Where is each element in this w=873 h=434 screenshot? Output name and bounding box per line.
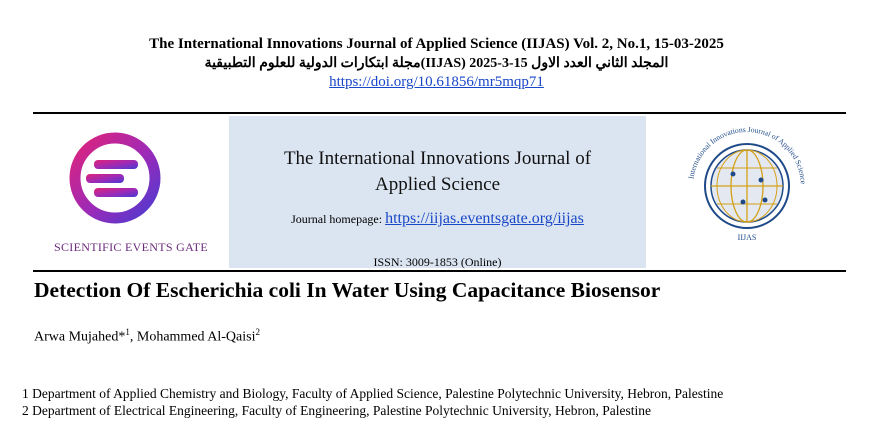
seal-ring-text: International Innovations Journal of Applied Science [686,124,808,185]
journal-seal-icon [683,122,811,250]
affiliation-number: 1 [22,386,29,401]
author-name: , Mohammed Al-Qaisi [129,329,256,345]
author-sup: 2 [255,327,260,337]
doi-line [0,74,873,91]
journal-title: The International Innovations Journal of Applied Science [283,148,592,195]
affiliation-text: Department of Electrical Engineering, Faculty of Engineering, Palestine Polytechnic University, Hebron, Palestine [32,403,651,418]
citation-line: The International Innovations Journal of Applied Science (IIJAS) Vol. 2, No.1, 15-03-2025 [149,36,724,52]
journal-issn: ISSN: 3009-1853 (Online) [373,255,502,269]
author-name: Arwa Mujahed* [34,329,126,345]
article-title: Detection Of Escherichia coli In Water Using Capacitance Biosensor [34,278,661,302]
author-sup: 1 [125,327,130,337]
affiliation [22,403,651,419]
header-rule-top [33,112,846,114]
homepage-link[interactable]: https://iijas.eventsgate.org/iijas [385,210,584,227]
homepage-label: Journal homepage: [291,212,383,226]
seal-abbr: IIJAS [737,233,757,242]
header-rule-bottom [33,270,846,272]
affiliation [22,386,723,402]
author-list [34,327,260,346]
doi-link[interactable]: https://doi.org/10.61856/mr5mqp71 [329,74,544,90]
publisher-caption: SCIENTIFIC EVENTS GATE [54,240,208,254]
affiliation-number: 2 [22,403,29,418]
affiliation-text: Department of Applied Chemistry and Biology, Faculty of Applied Science, Palestine Polytechnic University, Hebron, Palestine [32,386,724,401]
journal-homepage [229,210,646,228]
citation-line-arabic: المجلد الثاني العدد الاول 15-3-2025 (IIJAS)مجلة ابتكارات الدولية للعلوم التطبيقية [204,56,669,71]
scientific-events-gate-logo-icon [60,128,170,228]
